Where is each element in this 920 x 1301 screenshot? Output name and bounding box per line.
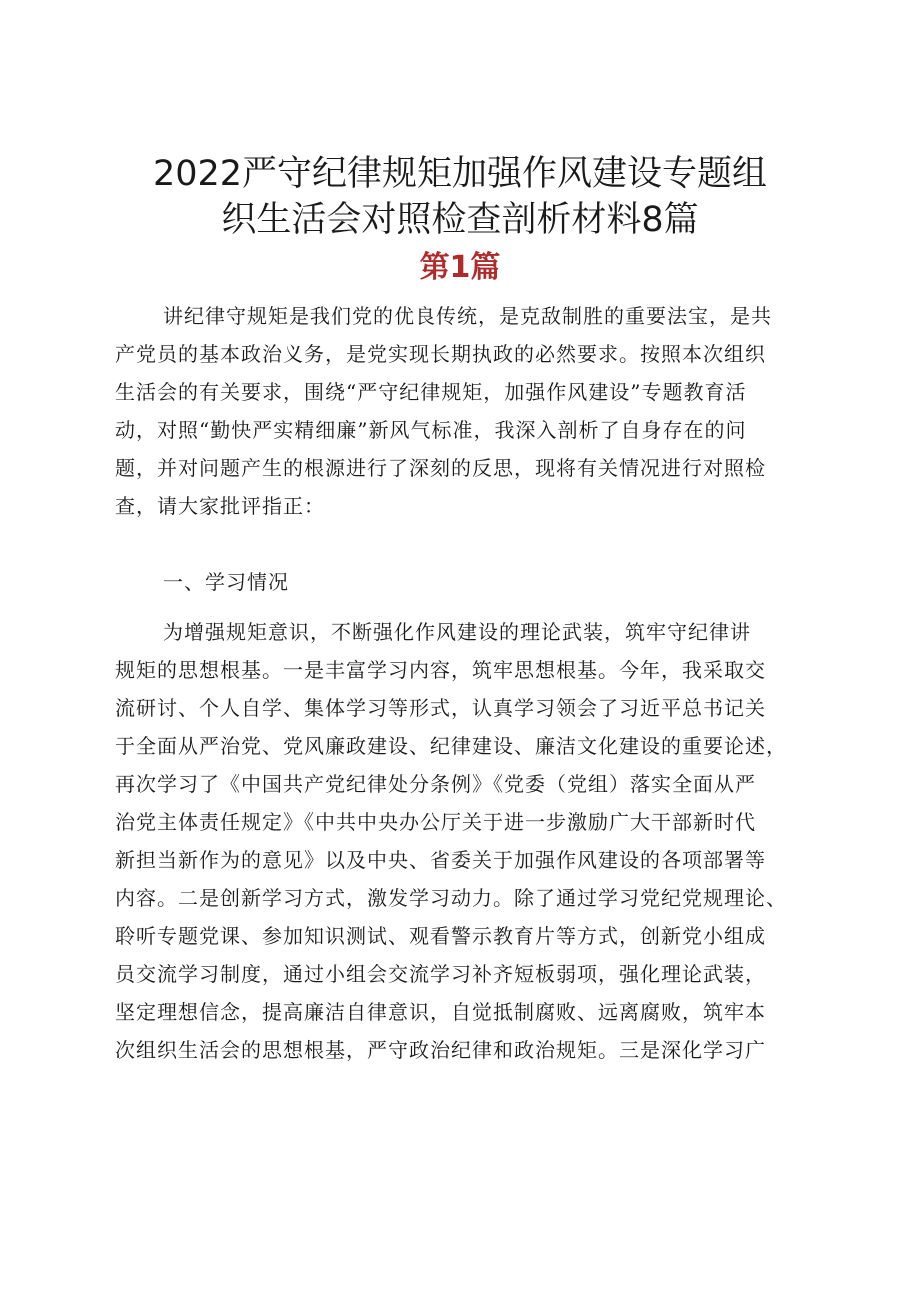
paragraph-line: 生活会的有关要求，围绕“严守纪律规矩，加强作风建设”专题教育活 [115,380,747,404]
chapter-heading: 第1篇 [419,250,501,285]
paragraph-line: 次组织生活会的思想根基，严守政治纪律和政治规矩。三是深化学习广 [115,1038,766,1062]
paragraph-line: 于全面从严治党、党风廉政建设、纪律建设、廉洁文化建设的重要论述， [115,734,787,758]
paragraph-line: 题，并对问题产生的根源进行了深刻的反思，现将有关情况进行对照检 [115,456,766,480]
section-heading [115,563,827,601]
document-title-line-2: 织生活会对照检查剖析材料8篇 [221,200,699,240]
paragraph-intro [115,297,827,525]
section-heading-text: 一、学习情况 [163,570,289,594]
paragraph-study [115,613,827,1069]
paragraph-line: 新担当新作为的意见》以及中央、省委关于加强作风建设的各项部署等 [115,848,766,872]
paragraph-line: 再次学习了《中国共产党纪律处分条例》《党委（党组）落实全面从严 [115,772,756,796]
paragraph-line: 动，对照“勤快严实精细廉”新风气标准，我深入剖析了自身存在的问 [115,418,747,442]
paragraph-line: 为增强规矩意识，不断强化作风建设的理论武装，筑牢守纪律讲 [163,620,751,644]
paragraph-line: 坚定理想信念，提高廉洁自律意识，自觉抵制腐败、远离腐败，筑牢本 [115,1000,766,1024]
paragraph-line: 内容。二是创新学习方式，激发学习动力。除了通过学习党纪党规理论、 [115,886,787,910]
paragraph-line: 治党主体责任规定》《中共中央办公厅关于进一步激励广大干部新时代 [115,810,756,834]
paragraph-line: 产党员的基本政治义务，是党实现长期执政的必然要求。按照本次组织 [115,342,766,366]
paragraph-line: 规矩的思想根基。一是丰富学习内容，筑牢思想根基。今年，我采取交 [115,658,766,682]
paragraph-line: 聆听专题党课、参加知识测试、观看警示教育片等方式，创新党小组成 [115,924,766,948]
document-title-line-1: 2022严守纪律规矩加强作风建设专题组 [152,154,768,194]
paragraph-line: 查，请大家批评指正： [115,494,325,518]
paragraph-line: 员交流学习制度，通过小组会交流学习补齐短板弱项，强化理论武装， [115,962,766,986]
paragraph-line: 流研讨、个人自学、集体学习等形式，认真学习领会了习近平总书记关 [115,696,766,720]
paragraph-line: 讲纪律守规矩是我们党的优良传统，是克敌制胜的重要法宝，是共 [163,304,772,328]
